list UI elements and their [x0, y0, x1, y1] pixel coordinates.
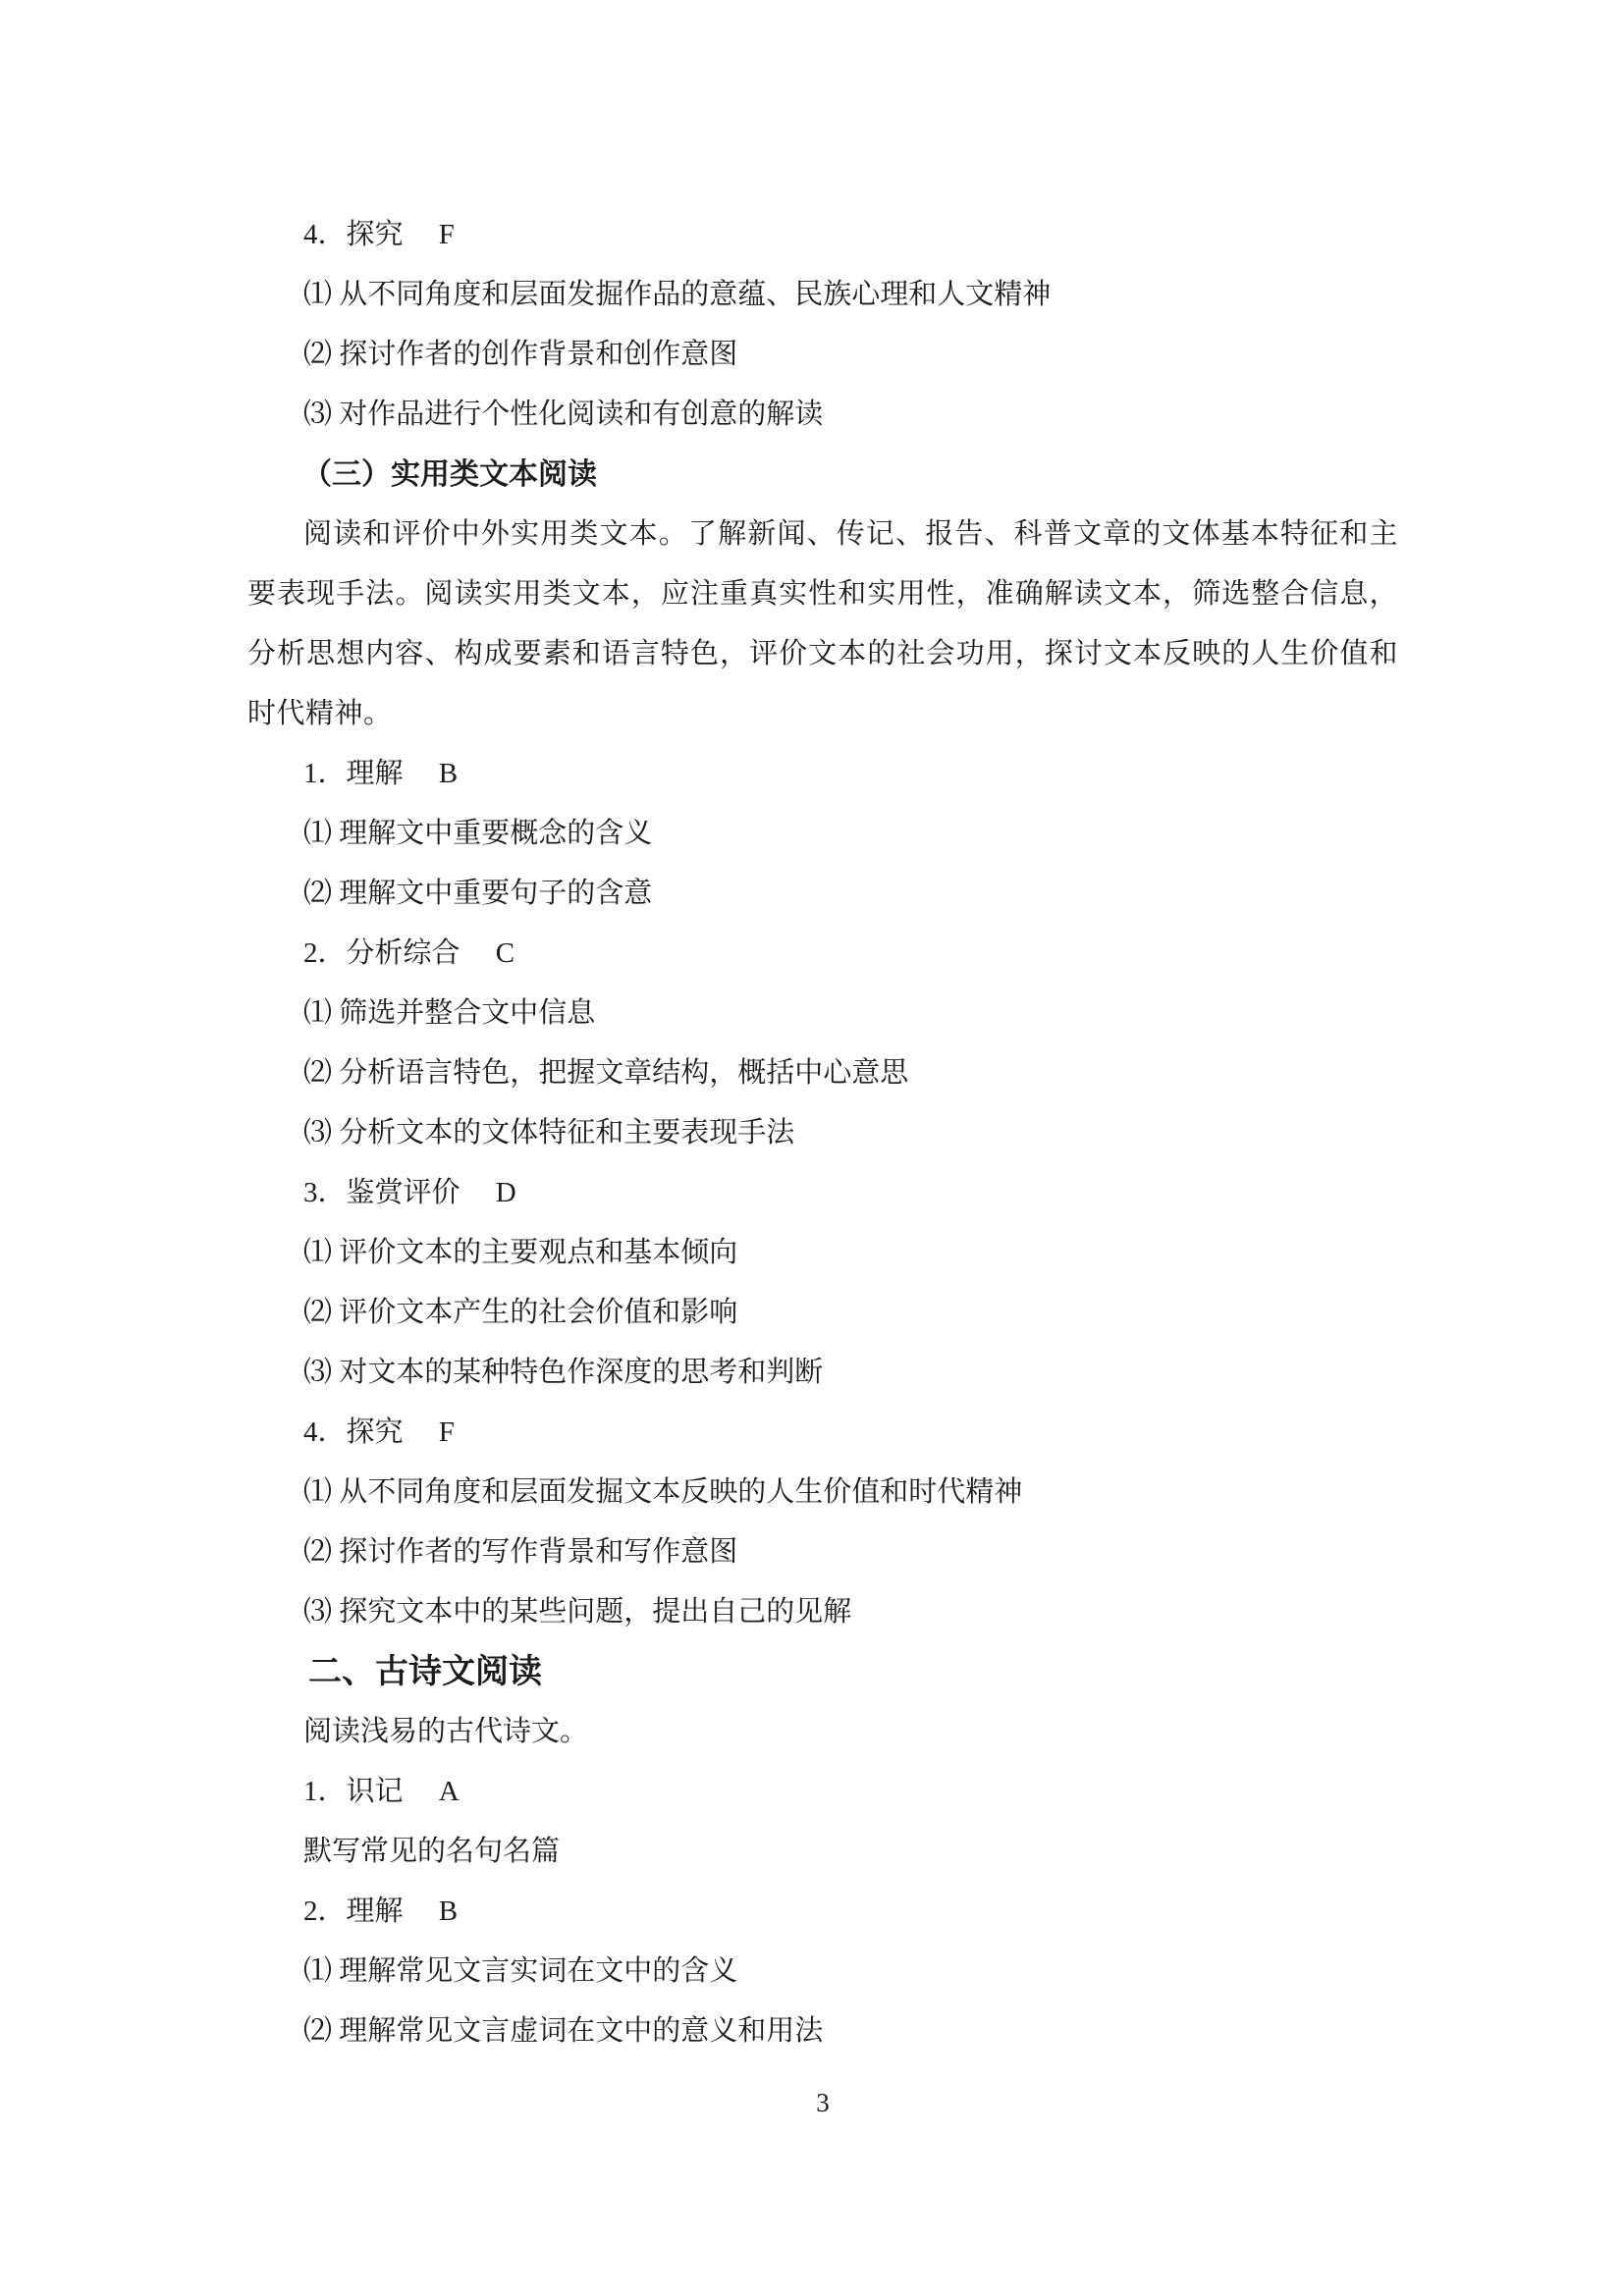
text-line: 1．理解 B	[303, 758, 459, 789]
text-line: 2．分析综合 C	[303, 937, 515, 969]
text-line: 3．鉴赏评价 D	[303, 1177, 516, 1208]
text-line: ⑶ 分析文本的文体特征和主要表现手法	[303, 1117, 795, 1148]
text-line: ⑴ 筛选并整合文中信息	[303, 997, 596, 1029]
text-line: 1．识记 A	[303, 1776, 460, 1807]
text-line: ⑵ 探讨作者的创作背景和创作意图	[303, 339, 738, 370]
text-line: ⑴ 理解常见文言实词在文中的含义	[303, 1955, 738, 1987]
text-line: 默写常见的名句名篇	[303, 1836, 561, 1867]
text-line: ⑶ 对作品进行个性化阅读和有创意的解读	[303, 399, 824, 430]
text-line: 4．探究 F	[303, 219, 455, 250]
text-line: ⑵ 评价文本产生的社会价值和影响	[303, 1297, 738, 1328]
text-line: ⑴ 从不同角度和层面发掘作品的意蕴、民族心理和人文精神	[303, 279, 1052, 310]
section-heading: 二、古诗文阅读	[308, 1653, 542, 1690]
page-number: 3	[816, 2088, 830, 2117]
text-line: 2．理解 B	[303, 1896, 459, 1927]
text-line: ⑴ 评价文本的主要观点和基本倾向	[303, 1237, 738, 1268]
paragraph: 阅读和评价中外实用类文本。了解新闻、传记、报告、科普文章的文体基本特征和主要表现手法。阅读实用类文本，应注重真实性和实用性，准确解读文本，筛选整合信息，分析思想内容、构成要素和语言特色，评价文本的社会功用，探讨文本反映的人生价值和时代精神。	[247, 518, 1398, 729]
document-content	[247, 205, 1398, 2061]
text-line: ⑵ 理解常见文言虚词在文中的意义和用法	[303, 2015, 824, 2047]
text-line: 4．探究 F	[303, 1416, 455, 1448]
text-line: ⑶ 探究文本中的某些问题，提出自己的见解	[303, 1596, 852, 1628]
text-line: ⑵ 理解文中重要句子的含意	[303, 878, 653, 909]
text-line: ⑵ 分析语言特色，把握文章结构，概括中心意思	[303, 1057, 909, 1089]
text-line: ⑶ 对文本的某种特色作深度的思考和判断	[303, 1357, 824, 1388]
text-line: ⑴ 从不同角度和层面发掘文本反映的人生价值和时代精神	[303, 1476, 1023, 1508]
text-line: ⑴ 理解文中重要概念的含义	[303, 818, 653, 849]
section-heading: （三）实用类文本阅读	[302, 458, 597, 491]
text-line: 阅读浅易的古代诗文。	[303, 1716, 589, 1747]
text-line: ⑵ 探讨作者的写作背景和写作意图	[303, 1536, 738, 1568]
